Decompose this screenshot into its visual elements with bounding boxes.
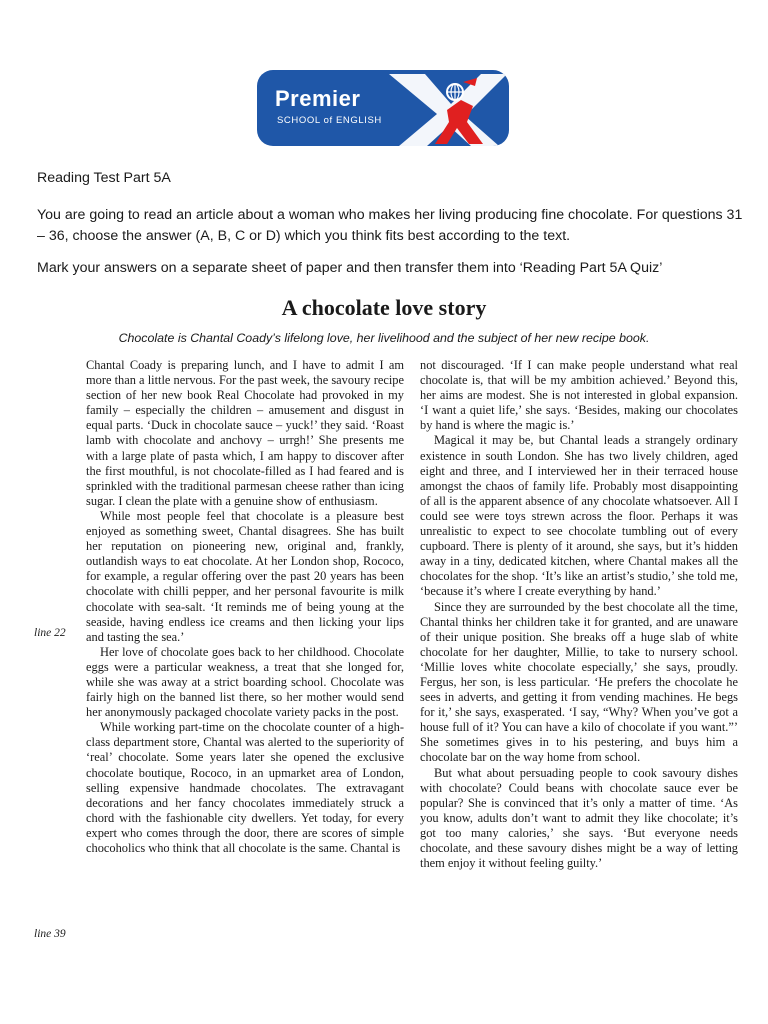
article-paragraph: not discouraged. ‘If I can make people understand what real chocolate is, that will be my ambition achieved.’ Beyond this, her aims are modest. She is not interested in global expansion. ‘I want a quiet life,’ she says. ‘Besides, making our chocolates by hand is where the magic is.’ [420,358,738,433]
logo-subtitle: SCHOOL of ENGLISH [277,115,382,126]
article-title: A chocolate love story [281,295,487,320]
premier-logo [257,70,509,146]
article-paragraph: Chantal Coady is preparing lunch, and I have to admit I am more than a little nervous. For the past week, the savoury recipe section of her new book Real Chocolate had provoked in my family – especially the children – amusement and disgust in equal parts. ‘Duck in chocolate sauce – yuck!’ they said. ‘Roast lamb with chocolate and anchovy – urrgh!’ She presents me with a large plate of pasta which, I am happy to discover after the first mouthful, is not chocolate-filled as I had feared and is sprinkled with the traditional parmesan cheese rather than icing sugar. I clean the plate with a genuine show of enthusiasm. [86,358,404,508]
article-paragraph: While working part-time on the chocolate counter of a high-class department store, Chantal was alerted to the superiority of ‘real’ chocolate. Some years later she opened the exclusive chocolate boutique, Rococo, in an upmarket area of London, selling expensive handmade chocolates. The extravagant decorations and her fancy chocolates immediately struck a chord with the fashionable city dwellers. Yet today, for every expert who comes through the door, there are scores of simple chocoholics who think that all chocolate is the same. Chantal is [86,720,404,855]
line-marker-22: line 22 [34,627,66,639]
article-paragraph: But what about persuading people to cook savoury dishes with chocolate? Could beans with chocolate sauce ever be popular? She is convinced that it’s only a matter of time. ‘As you know, adults don’t want to admit they like chocolate; it’s got too many calories,’ she says. ‘But everyone needs chocolate, and these savoury dishes might be a way of letting them enjoy it without feeling guilty.’ [420,765,738,871]
article-paragraph: Since they are surrounded by the best chocolate all the time, Chantal thinks her children take it for granted, and are unaware of their unique position. She breaks off a huge slab of white chocolate for her daughter, Millie, to take to nursery school. ‘Millie loves white chocolate especially,’ she says, proudly. Fergus, her son, is less particular. ‘He prefers the chocolate he sees in adverts, and getting it from vending machines. He begs for it,’ she says, exasperated. ‘I say, “Why? When you’ve got a house full of it? You can have a kilo of chocolate if you want.”’ She sometimes gives in to his pestering, and buys him a chocolate bar on the way home from school. [420,599,738,765]
test-title: Reading Test Part 5A [37,170,171,186]
line-marker-39: line 39 [34,928,66,940]
article-column-right [420,358,738,871]
article-column-left [86,358,404,856]
article-paragraph: Her love of chocolate goes back to her childhood. Chocolate eggs were a particular weakness, a treat that she longed for, while she was away at a strict boarding school. Chocolate was fairly high on the banned list there, so her mother would send her anonymously packaged chocolate variety packs in the post. [86,644,404,720]
answer-instructions: Mark your answers on a separate sheet of paper and then transfer them into ‘Reading Part 5A Quiz’ [37,260,663,276]
article-standfirst: Chocolate is Chantal Coady’s lifelong love, her livelihood and the subject of her new recipe book. [118,331,650,345]
logo-x-mark-icon [387,70,509,146]
article-paragraph: While most people feel that chocolate is a pleasure best enjoyed as something sweet, Chantal disagrees. She has built her reputation on pioneering new, original and, frankly, outlandish ways to eat chocolate. At her London shop, Rococo, for example, a regular offering over the past 20 years has been chocolate with chilli pepper, and her personal favourite is milk chocolate with sea-salt. ‘It reminds me of being young at the seaside, having endless ice creams and then licking your lips and tasting the sea.’ [86,508,404,644]
task-instructions: You are going to read an article about a woman who makes her living producing fine chocolate. For questions 31 – 36, choose the answer (A, B, C or D) which you think fits best according to the text. [37,207,743,244]
article-paragraph: Magical it may be, but Chantal leads a strangely ordinary existence in south London. She has two lively children, aged eight and three, and I interviewed her in their terraced house amongst the chaos of family life. Probably most disappointing of all is the apparent absence of any chocolate whatsoever. All I could see were toys strewn across the floor. Perhaps it was unrealistic to expect to see chocolate tumbling out of every cupboard. There is plenty of it around, she says, but it’s hidden away in a tiny, dedicated kitchen, where Chantal makes all the chocolates for the shop. ‘It’s like an artist’s studio,’ she told me, ‘because it’s where I create everything by hand.’ [420,433,738,599]
logo-brand: Premier [275,86,361,111]
